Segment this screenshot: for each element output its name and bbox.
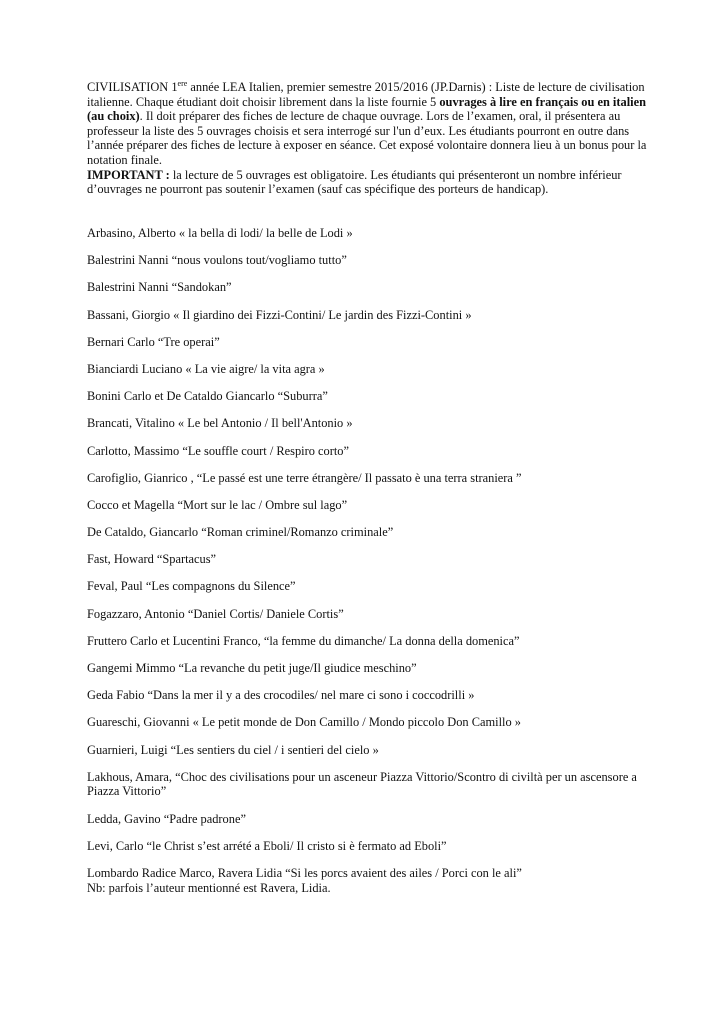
title-part-c: . Il doit préparer des fiches de lecture de chaque ouvrage. Lors de l’examen, oral, il présentera au professeur la liste des 5 ouvrages choisis et sera interrogé sur l'un d’eux. Les étudiants pourront en outre dans l’année préparer des fiches de lecture à exposer en séance. Cet exposé volontaire donnera lieu à un bonus pour la notation finale.	[87, 109, 647, 167]
last-book-entry: Lombardo Radice Marco, Ravera Lidia “Si les porcs avaient des ailes / Porci con le ali”	[87, 865, 522, 880]
list-item: Guarnieri, Luigi “Les sentiers du ciel / i sentieri del cielo »	[87, 742, 379, 757]
list-item: Lakhous, Amara, “Choc des civilisations pour un asceneur Piazza Vittorio/Scontro di civiltà per un ascensore a Piazza Vittorio”	[87, 769, 637, 799]
list-item: Levi, Carlo “le Christ s’est arrété a Eboli/ Il cristo si è fermato ad Eboli”	[87, 838, 447, 853]
list-item: Ledda, Gavino “Padre padrone”	[87, 811, 246, 826]
list-item: Cocco et Magella “Mort sur le lac / Ombre sul lago”	[87, 497, 348, 512]
title-part-b: année LEA Italien, premier semestre 2015/2016 (JP.Darnis) : Liste de lecture de civilisation italienne. Chaque étudiant doit choisir librement dans la liste fournie 5	[87, 80, 645, 109]
list-item: Balestrini Nanni “nous voulons tout/vogliamo tutto”	[87, 253, 347, 268]
list-item: Brancati, Vitalino « Le bel Antonio / Il bell'Antonio »	[87, 416, 353, 431]
list-item: Bassani, Giorgio « Il giardino dei Fizzi-Contini/ Le jardin des Fizzi-Contini »	[87, 307, 472, 322]
list-item: Carlotto, Massimo “Le souffle court / Respiro corto”	[87, 443, 349, 458]
list-item: Carofiglio, Gianrico , “Le passé est une terre étrangère/ Il passato è una terra straniera ”	[87, 470, 522, 485]
list-item: Fogazzaro, Antonio “Daniel Cortis/ Daniele Cortis”	[87, 606, 344, 621]
list-item: Geda Fabio “Dans la mer il y a des crocodiles/ nel mare ci sono i coccodrilli »	[87, 688, 475, 703]
list-item: Balestrini Nanni “Sandokan”	[87, 280, 232, 295]
important-text: la lecture de 5 ouvrages est obligatoire. Les étudiants qui présenteront un nombre inférieur d’ouvrages ne pourront pas soutenir l’examen (sauf cas spécifique des porteurs de handicap).	[87, 167, 622, 197]
ordinal-superscript: ere	[177, 78, 188, 88]
list-item: Gangemi Mimmo “La revanche du petit juge/Il giudice meschino”	[87, 661, 417, 675]
list-item: Fast, Howard “Spartacus”	[87, 552, 217, 567]
important-note	[87, 168, 647, 197]
list-item: Arbasino, Alberto « la bella di lodi/ la belle de Lodi »	[87, 226, 353, 240]
reading-list	[87, 226, 647, 893]
list-item: De Cataldo, Giancarlo “Roman criminel/Romanzo criminale”	[87, 525, 394, 540]
instructions-text	[87, 80, 647, 168]
list-item: Bianciardi Luciano « La vie aigre/ la vita agra »	[87, 361, 325, 376]
list-item: Guareschi, Giovanni « Le petit monde de Don Camillo / Mondo piccolo Don Camillo »	[87, 715, 521, 730]
list-item: Bonini Carlo et De Cataldo Giancarlo “Suburra”	[87, 389, 328, 404]
document-page	[87, 78, 647, 895]
last-book-note: Nb: parfois l’auteur mentionné est Ravera, Lidia.	[87, 880, 331, 895]
title-part-a: CIVILISATION 1	[87, 80, 178, 94]
important-label: IMPORTANT :	[87, 167, 170, 182]
intro-paragraph	[87, 80, 647, 197]
list-item: Fruttero Carlo et Lucentini Franco, “la femme du dimanche/ La donna della domenica”	[87, 633, 520, 648]
list-item-last	[87, 866, 647, 893]
list-item: Bernari Carlo “Tre operai”	[87, 334, 220, 349]
title-bold-part: ouvrages à lire en français ou en italien (au choix)	[87, 94, 646, 124]
list-item: Feval, Paul “Les compagnons du Silence”	[87, 579, 296, 594]
